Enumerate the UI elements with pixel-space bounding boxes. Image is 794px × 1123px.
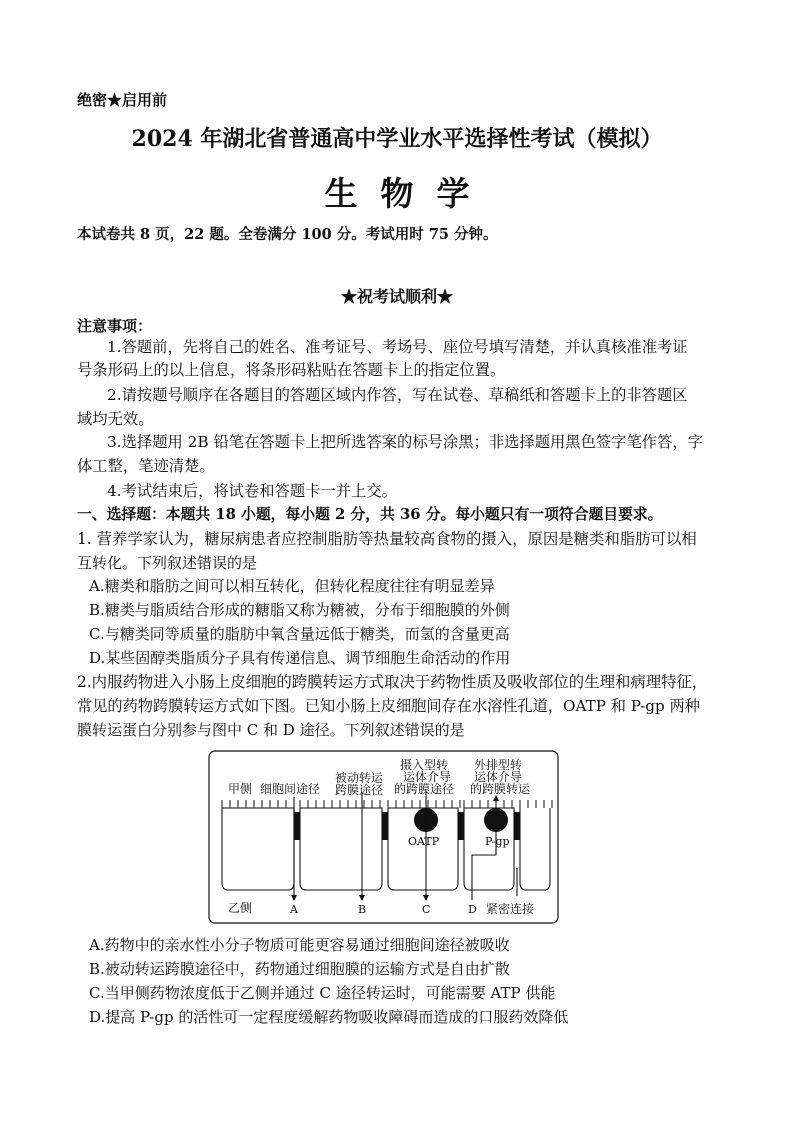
q2-stem-line-3: 膜转运蛋白分别参与图中 C 和 D 途径。下列叙述错误的是 bbox=[77, 721, 465, 739]
exam-info: 本试卷共 8 页，22 题。全卷满分 100 分。考试用时 75 分钟。 bbox=[77, 226, 498, 243]
q2-stem-line-1: 2.内服药物进入小肠上皮细胞的跨膜转运方式取决于药物性质及吸收部位的生理和病理特征， bbox=[77, 673, 708, 691]
notice-item-2-line-1: 2.请按题号顺序在各题目的答题区域内作答，写在试卷、草稿纸和答题卡上的非答题区 bbox=[107, 386, 688, 404]
route-b-label: B bbox=[358, 903, 367, 916]
route-passive-label-1: 被动转运 bbox=[335, 771, 384, 785]
good-luck-wish: ★祝考试顺利★ bbox=[340, 287, 453, 306]
q1-stem-line-2: 互转化。下列叙述错误的是 bbox=[77, 554, 258, 572]
route-uptake-label-1: 摄入型转 bbox=[400, 758, 449, 772]
q1-option-a: A.糖类和脂肪之间可以相互转化，但转化程度往往有明显差异 bbox=[89, 577, 495, 595]
notice-item-3-line-2: 体工整，笔迹清楚。 bbox=[77, 457, 215, 475]
route-uptake-label-3: 的跨膜途径 bbox=[394, 782, 455, 796]
q2-stem-line-2: 常见的药物跨膜转运方式如下图。已知小肠上皮细胞间存在水溶性孔道，OATP 和 P-gp 两种 bbox=[77, 697, 700, 715]
confidential-mark: 绝密★启用前 bbox=[77, 91, 168, 109]
route-passive-label-2: 跨膜途径 bbox=[335, 783, 384, 797]
pgp-label: P-gp bbox=[485, 835, 510, 848]
exam-title: 2024 年湖北省普通高中学业水平选择性考试（模拟） bbox=[131, 126, 663, 152]
route-d-label: D bbox=[468, 903, 477, 916]
section-heading: 一、选择题：本题共 18 小题，每小题 2 分，共 36 分。每小题只有一项符合题目要求。 bbox=[77, 506, 663, 523]
subject-title: 生 物 学 bbox=[324, 174, 470, 213]
notice-item-3-line-1: 3.选择题用 2B 铅笔在答题卡上把所选答案的标号涂黑；非选择题用黑色签字笔作答，字 bbox=[107, 433, 703, 451]
q1-option-c: C.与糖类同等质量的脂肪中氧含量远低于糖类，而氢的含量更高 bbox=[89, 625, 510, 643]
q2-option-d: D.提高 P-gp 的活性可一定程度缓解药物吸收障碍而造成的口服药效降低 bbox=[89, 1008, 569, 1026]
q1-option-d: D.某些固醇类脂质分子具有传递信息、调节细胞生命活动的作用 bbox=[89, 649, 511, 667]
q2-option-b: B.被动转运跨膜途径中，药物通过细胞膜的运输方式是自由扩散 bbox=[89, 960, 510, 978]
route-uptake-label-2: 运体介导 bbox=[403, 770, 452, 784]
notice-item-1-line-2: 号条形码上的以上信息，将条形码粘贴在答题卡上的指定位置。 bbox=[77, 361, 506, 379]
notice-item-1-line-1: 1.答题前，先将自己的姓名、准考证号、考场号、座位号填写清楚，并认真核准准考证 bbox=[107, 338, 688, 356]
q2-option-c: C.当甲侧药物浓度低于乙侧并通过 C 途径转运时，可能需要 ATP 供能 bbox=[89, 984, 556, 1002]
notice-title: 注意事项： bbox=[77, 317, 153, 335]
q1-stem-line-1: 1. 营养学家认为，糖尿病患者应控制脂肪等热量较高食物的摄入，原因是糖类和脂肪可以相 bbox=[77, 530, 697, 548]
drug-transport-diagram bbox=[208, 750, 560, 925]
side-top-label: 甲侧 bbox=[228, 782, 253, 796]
microvilli bbox=[222, 800, 552, 808]
notice-item-4: 4.考试结束后，将试卷和答题卡一并上交。 bbox=[107, 482, 397, 500]
route-efflux-label-2: 运体介导 bbox=[474, 770, 523, 784]
route-a-label: A bbox=[290, 903, 298, 916]
notice-item-2-line-2: 域均无效。 bbox=[77, 410, 154, 428]
q2-option-a: A.药物中的亲水性小分子物质可能更容易通过细胞间途径被吸收 bbox=[89, 936, 510, 954]
side-bottom-label: 乙侧 bbox=[228, 901, 253, 915]
route-c-label: C bbox=[422, 903, 431, 916]
route-efflux-label-1: 外排型转 bbox=[474, 758, 523, 772]
route-efflux-label-3: 的跨膜转运 bbox=[470, 782, 531, 796]
route-intercellular-label: 细胞间途径 bbox=[260, 782, 321, 796]
oatp-label: OATP bbox=[408, 835, 440, 848]
q1-option-b: B.糖类与脂质结合形成的糖脂又称为糖被，分布于细胞膜的外侧 bbox=[89, 601, 510, 619]
tight-junction-label: 紧密连接 bbox=[486, 902, 535, 916]
